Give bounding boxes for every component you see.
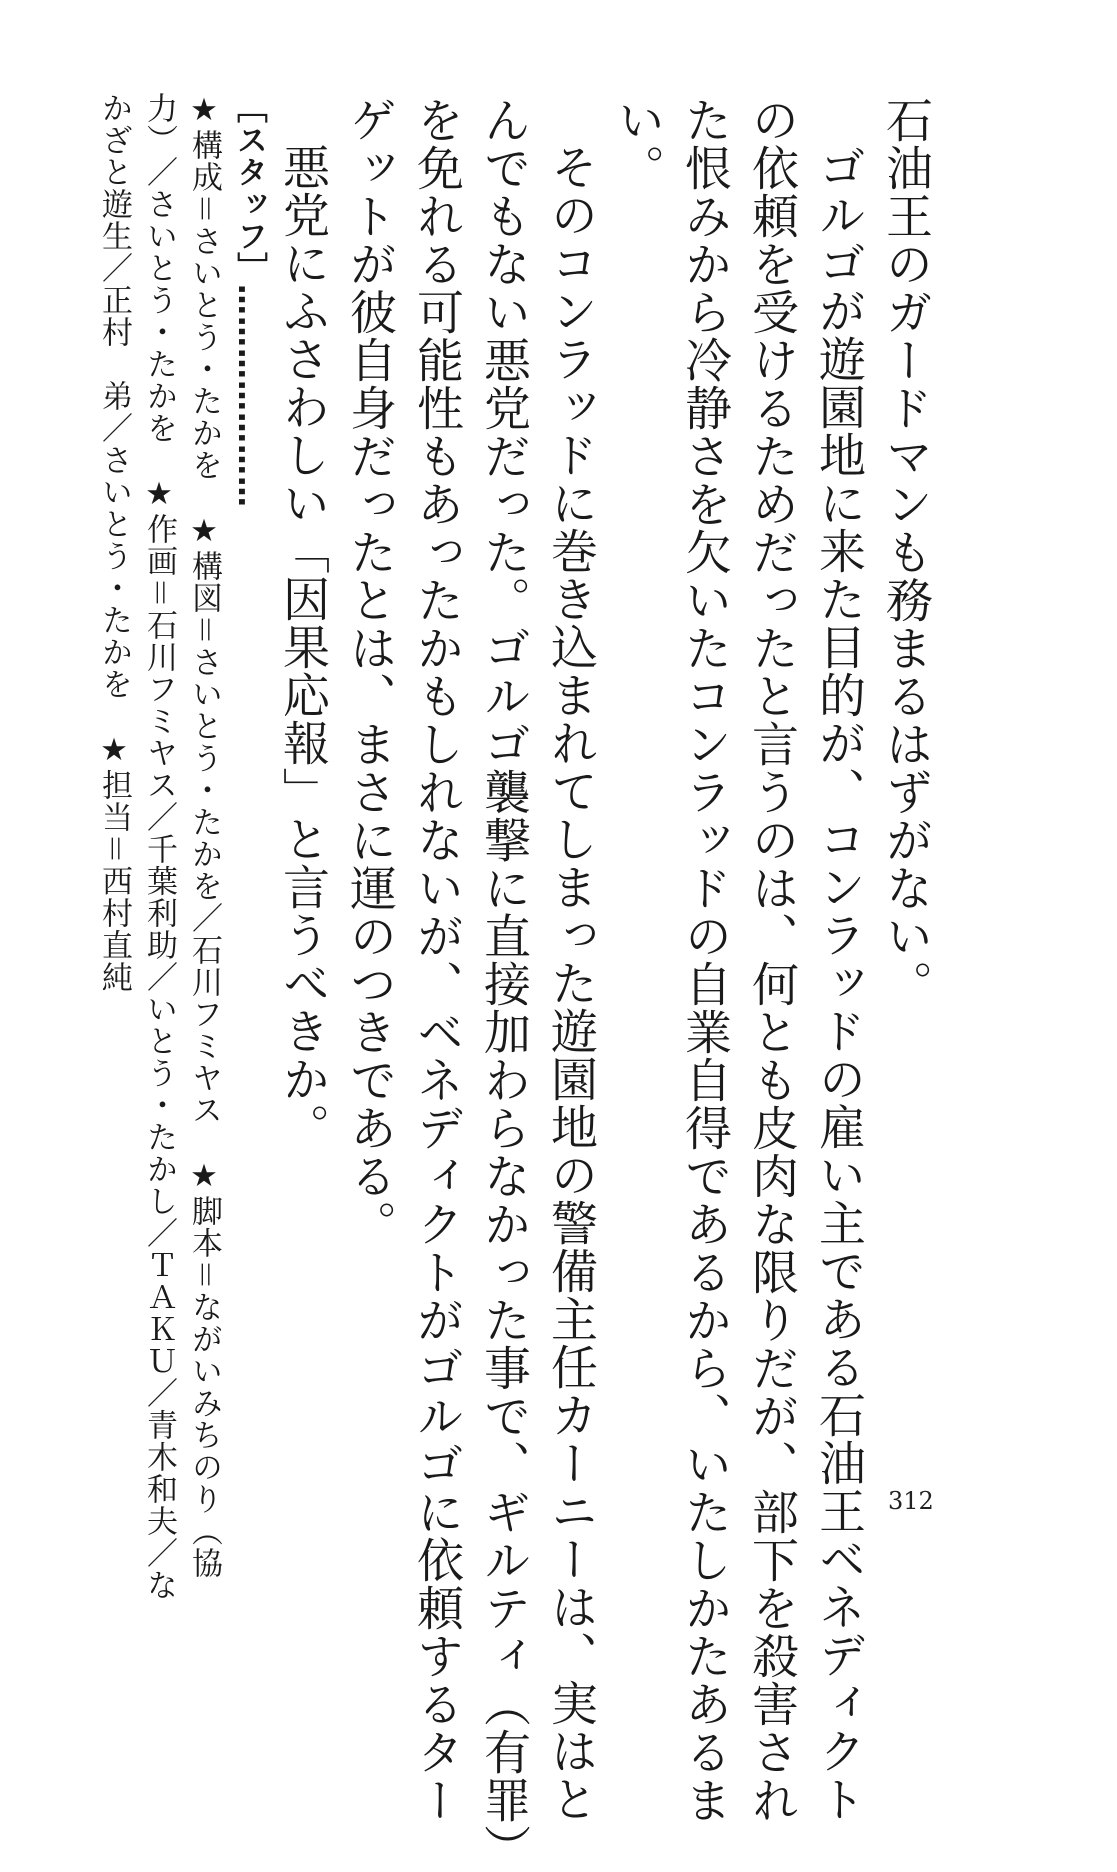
body-line-7: んでもない悪党だった。ゴルゴ襲撃に直接加わらなかった事で、ギルティ（有罪） bbox=[476, 96, 531, 1872]
body-line-4: た恨みから冷静さを欠いたコンラッドの自業自得であるから、いたしかたあるま bbox=[677, 96, 732, 1824]
page-number: 312 bbox=[888, 1487, 934, 1515]
body-line-1: 石油王のガードマンも務まるはずがない。 bbox=[878, 96, 933, 1008]
body-line-10: 悪党にふさわしい「因果応報」と言うべきか。 bbox=[275, 143, 330, 1151]
body-line-6: そのコンラッドに巻き込まれてしまった遊園地の警備主任カーニーは、実はと bbox=[543, 143, 598, 1823]
staff-line-1: ★構成＝さいとう・たかを ★構図＝さいとう・たかを／石川フミヤス ★脚本＝ながいみちのり（協 bbox=[186, 92, 222, 1579]
body-line-3: の依頼を受けるためだったと言うのは、何とも皮肉な限りだが、部下を殺害され bbox=[744, 96, 799, 1824]
body-line-8: を免れる可能性もあったかもしれないが、ベネディクトがゴルゴに依頼するター bbox=[409, 96, 464, 1824]
staff-credits bbox=[91, 92, 271, 1601]
staff-line-2: 力）／さいとう・たかを ★作画＝石川フミヤス／千葉利助／いとう・たかし／ＴＡＫＵ／青木和夫／な bbox=[141, 92, 177, 1601]
body-line-9: ゲットが彼自身だったとは、まさに運のつきである。 bbox=[342, 96, 397, 1248]
body-text bbox=[269, 96, 939, 1872]
staff-heading: ［スタッフ］………………… bbox=[231, 92, 267, 508]
body-line-2: ゴルゴが遊園地に来た目的が、コンラッドの雇い主である石油王ベネディクト bbox=[811, 143, 866, 1823]
staff-line-3: かざと遊生／正村 弟／さいとう・たかを ★担当＝西村直純 bbox=[96, 92, 132, 993]
body-line-5: い。 bbox=[610, 96, 665, 192]
